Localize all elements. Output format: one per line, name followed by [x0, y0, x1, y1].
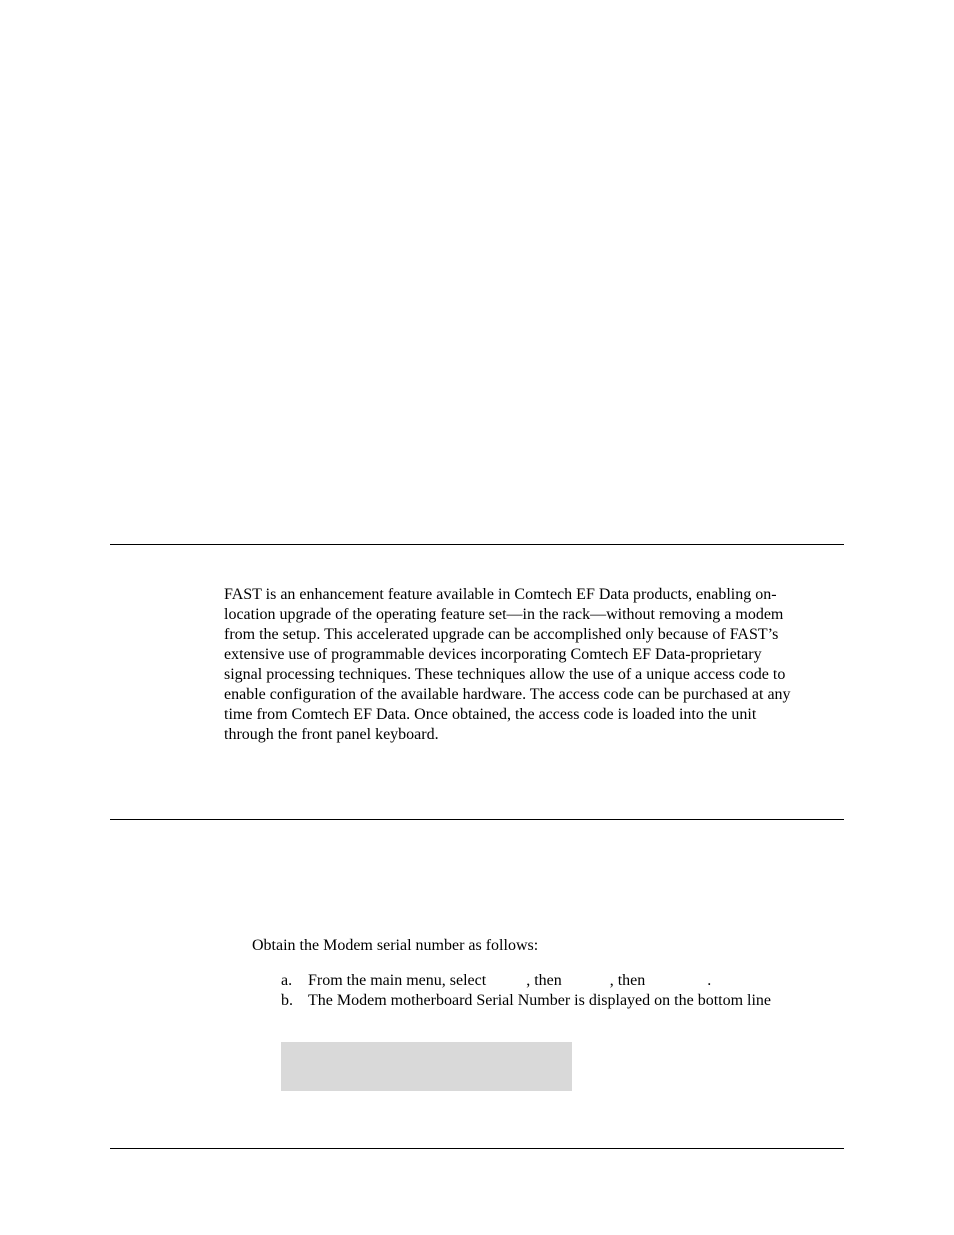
paragraph-line: through the front panel keyboard.	[224, 726, 439, 743]
paragraph-line: location upgrade of the operating feature set—in the rack—without removing a modem	[224, 606, 784, 623]
paragraph-line: time from Comtech EF Data. Once obtained, the access code is loaded into the unit	[224, 706, 757, 723]
paragraph-line: FAST is an enhancement feature available in Comtech EF Data products, enabling on-	[224, 586, 777, 603]
procedure-intro: Obtain the Modem serial number as follows:	[252, 937, 539, 954]
paragraph-line: from the setup. This accelerated upgrade can be accomplished only because of FAST’s	[224, 626, 779, 643]
step-text: From the main menu, select	[308, 972, 487, 989]
front-panel-display-box	[281, 1042, 572, 1091]
procedure-step-a	[281, 971, 711, 991]
paragraph-line: signal processing techniques. These techniques allow the use of a unique access code to	[224, 666, 786, 683]
procedure-step-b	[281, 991, 771, 1011]
section-divider-top	[110, 544, 844, 545]
paragraph-line: extensive use of programmable devices incorporating Comtech EF Data-proprietary	[224, 646, 762, 663]
step-text: , then	[526, 972, 562, 989]
step-text: .	[707, 972, 712, 989]
step-marker: b.	[281, 992, 293, 1009]
paragraph-line: enable configuration of the available hardware. The access code can be purchased at any	[224, 686, 791, 703]
fast-description-paragraph	[224, 585, 836, 745]
section-divider-bottom	[110, 1148, 844, 1149]
step-text: The Modem motherboard Serial Number is displayed on the bottom line	[308, 992, 772, 1009]
section-divider-middle	[110, 819, 844, 820]
step-text: , then	[609, 972, 646, 989]
step-marker: a.	[281, 972, 293, 989]
